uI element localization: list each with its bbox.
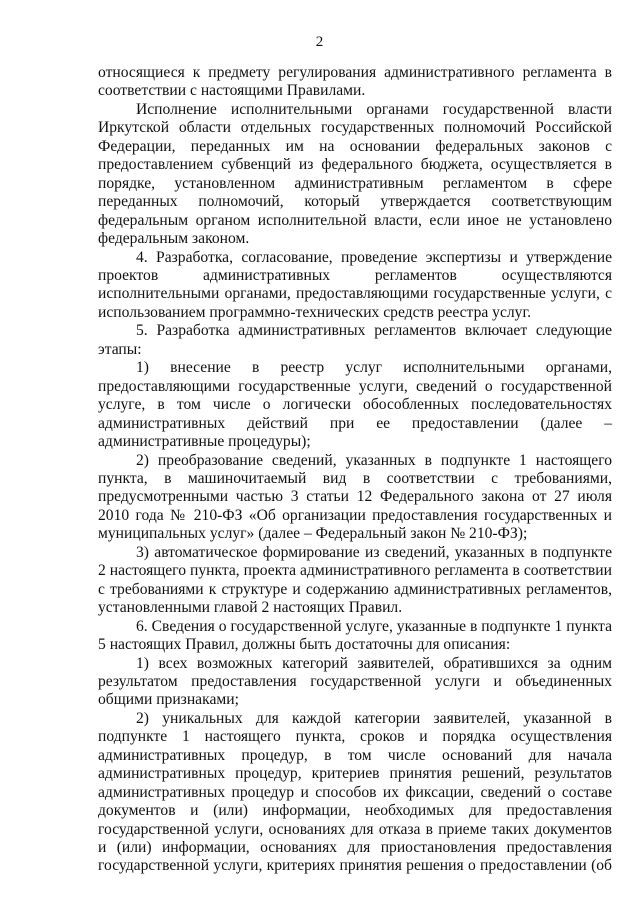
paragraph-4-development: 4. Разработка, согласование, проведение экспертизы и утверждение проектов административных регламентов осуществляются исполнительными органами, предоставляющими государственные услуги, с использованием программно-технических средств реестра услуг. [98,248,612,321]
paragraph-subvention-execution: Исполнение исполнительными органами государственной власти Иркутской области отдельных государственных полномочий Российской Федерации, переданных им на основании федеральных законов с предоставлением субвенций из федерального бюджета, осуществляется в порядке, установленном административным регламентом в сфере переданных полномочий, который утверждается соответствующим федеральным органом исполнительной власти, если иное не установлено федеральным законом. [98,100,612,248]
paragraph-6-item-2: 2) уникальных для каждой категории заявителей, указанной в подпункте 1 настоящего пункта, сроков и порядка осуществления административных процедур, в том числе оснований для начала административных процедур, критериев принятия решений, результатов административных процедур и способов их фиксации, сведений о составе документов и (или) информации, необходимых для предоставления государственной услуги, основаниях для отказа в приеме таких документов и (или) информации, основаниях для приостановления предоставления государственной услуги, критериях принятия решения о предоставлении (об [98,709,612,875]
paragraph-5-item-2: 2) преобразование сведений, указанных в подпункте 1 настоящего пункта, в машиночитаемый вид в соответствии с требованиями, предусмотренными частью 3 статьи 12 Федерального закона от 27 июля 2010 года № 210-ФЗ «Об организации предоставления государственных и муниципальных услуг» (далее – Федеральный закон № 210-ФЗ); [98,451,612,543]
paragraph-5-item-3: 3) автоматическое формирование из сведений, указанных в подпункте 2 настоящего пункта, проекта административного регламента в соответствии с требованиями к структуре и содержанию административных регламентов, установленными главой 2 настоящих Правил. [98,543,612,617]
paragraph-6-item-1: 1) всех возможных категорий заявителей, обратившихся за одним результатом предоставления государственной услуги и объединенных общими признаками; [98,654,612,709]
paragraph-5-item-1: 1) внесение в реестр услуг исполнительными органами, предоставляющими государственные услуги, сведений о государственной услуге, в том числе о логически обособленных последовательностях административных действий при ее предоставлении (далее – административные процедуры); [98,359,612,451]
document-body [98,64,612,876]
paragraph-continuation: относящиеся к предмету регулирования административного регламента в соответствии с настоящими Правилами. [98,64,612,100]
paragraph-6-service-info: 6. Сведения о государственной услуге, указанные в подпункте 1 пункта 5 настоящих Правил, должны быть достаточны для описания: [98,617,612,654]
paragraph-5-stages: 5. Разработка административных регламентов включает следующие этапы: [98,322,612,358]
page-number: 2 [315,34,324,50]
